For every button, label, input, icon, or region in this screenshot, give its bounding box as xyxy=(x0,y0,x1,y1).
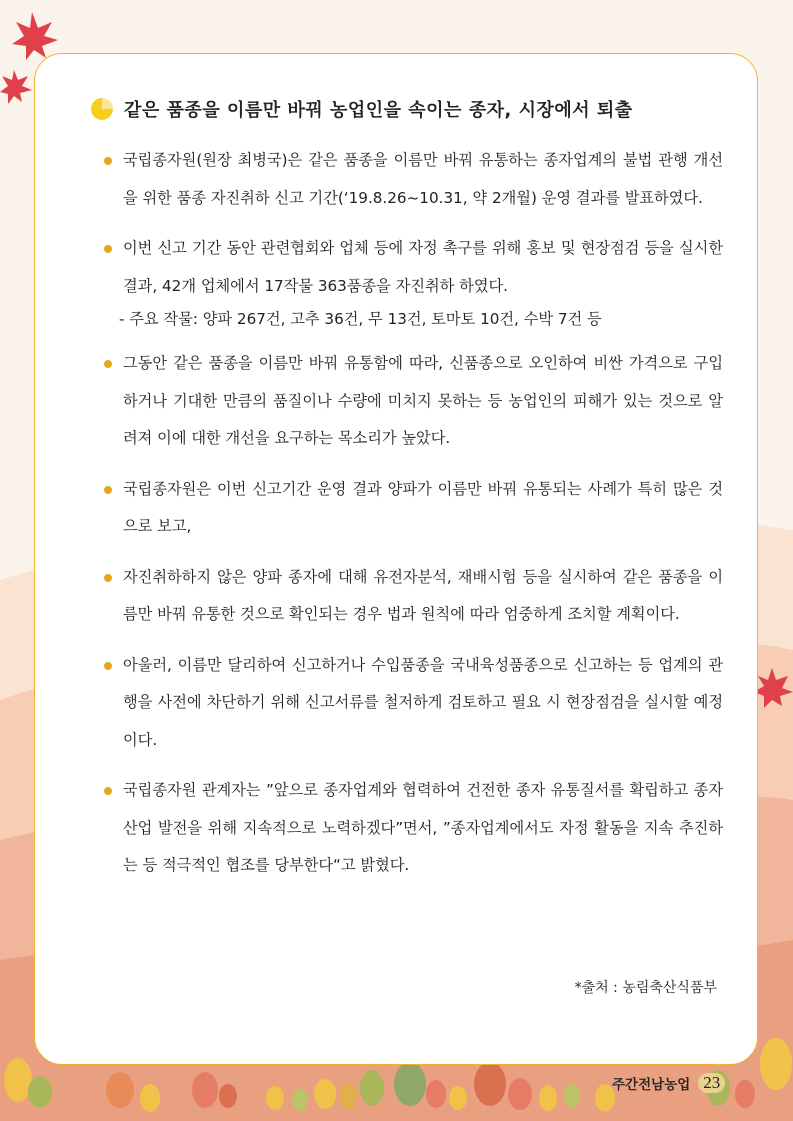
sub-item-crops: - 주요 작물: 양파 267건, 고추 36건, 무 13건, 토마토 10건, 수박 7건 등 xyxy=(119,310,602,328)
publication-name: 주간전남농업 xyxy=(612,1077,691,1093)
maple-leaf-icon xyxy=(0,70,32,104)
heading-title: 같은 품종을 이름만 바꿔 농업인을 속이는 종자, 시장에서 퇴출 xyxy=(124,100,633,121)
bullet-dot-icon xyxy=(104,486,112,494)
section-heading xyxy=(90,94,633,124)
paragraph-4: 국립종자원은 이번 신고기간 운영 결과 양파가 이름만 바꿔 유통되는 사례가 특히 많은 것으로 보고, xyxy=(101,471,723,546)
maple-leaf-icon xyxy=(12,12,58,60)
bullet-dot-icon xyxy=(104,662,112,670)
bullet-dot-icon xyxy=(104,157,112,165)
paragraph-7: 국립종자원 관계자는 ”앞으로 종자업계와 협력하여 건전한 종자 유통질서를 확립하고 종자산업 발전을 위해 지속적으로 노력하겠다”면서, ”종자업계에서도 자정 활동을 지속 추진하는 등 적극적인 협조를 당부한다“고 밝혔다. xyxy=(101,772,723,885)
bullet-dot-icon xyxy=(104,245,112,253)
page-number: 23 xyxy=(698,1073,725,1093)
paragraph-5: 자진취하하지 않은 양파 종자에 대해 유전자분석, 재배시험 등을 실시하여 같은 품종을 이름만 바꿔 유통한 것으로 확인되는 경우 법과 원칙에 따라 엄중하게 조치할 계획이다. xyxy=(101,559,723,634)
article-body xyxy=(101,142,723,898)
paragraph-6: 아울러, 이름만 달리하여 신고하거나 수입품종을 국내육성품종으로 신고하는 등 업계의 관행을 사전에 차단하기 위해 신고서류를 철저하게 검토하고 필요 시 현장점검을 실시할 예정이다. xyxy=(101,647,723,760)
paragraph-3: 그동안 같은 품종을 이름만 바꿔 유통함에 따라, 신품종으로 오인하여 비싼 가격으로 구입하거나 기대한 만큼의 품질이나 수량에 미치지 못하는 등 농업인의 피해가 있는 것으로 알려져 이에 대한 개선을 요구하는 목소리가 높았다. xyxy=(101,345,723,458)
paragraph-1: 국립종자원(원장 최병국)은 같은 품종을 이름만 바꿔 유통하는 종자업계의 불법 관행 개선을 위한 품종 자진취하 신고 기간(‘19.8.26~10.31, 약 2개월) 운영 결과를 발표하였다. xyxy=(101,142,723,217)
bullet-dot-icon xyxy=(104,574,112,582)
bullet-dot-icon xyxy=(104,360,112,368)
page-footer xyxy=(612,1073,725,1093)
bullet-dot-icon xyxy=(104,787,112,795)
pie-bullet-icon xyxy=(90,97,114,121)
paragraph-2: 이번 신고 기간 동안 관련협회와 업체 등에 자정 촉구를 위해 홍보 및 현장점검 등을 실시한 결과, 42개 업체에서 17작물 363품종을 자진취하 하였다. xyxy=(101,230,723,305)
source-note: *출처 : 농림축산식품부 xyxy=(574,980,717,996)
